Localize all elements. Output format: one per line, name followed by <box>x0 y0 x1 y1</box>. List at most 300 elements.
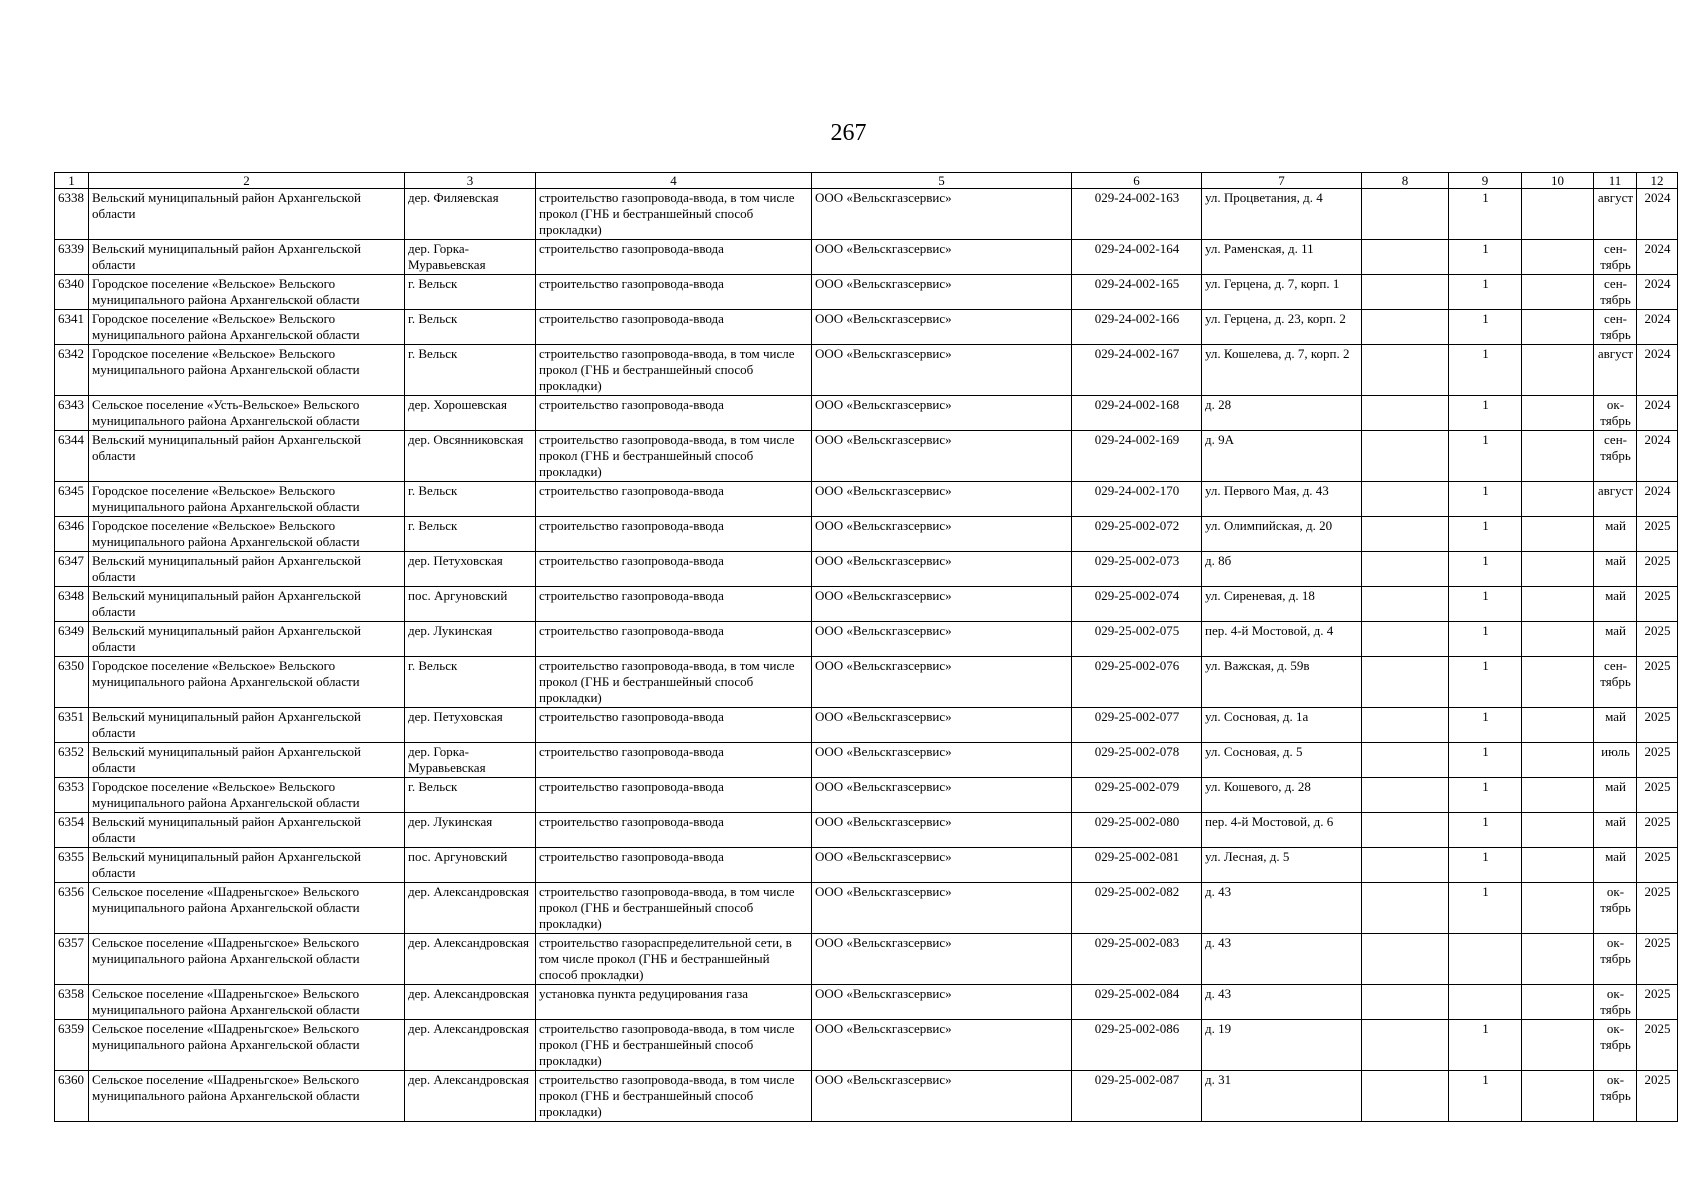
organization-cell: ООО «Вельскгазсервис» <box>812 482 1072 517</box>
organization-cell: ООО «Вельскгазсервис» <box>812 813 1072 848</box>
year-cell: 2024 <box>1637 345 1678 396</box>
row-number-cell: 6340 <box>55 275 89 310</box>
address-cell: д. 28 <box>1202 396 1362 431</box>
locality-cell: пос. Аргуновский <box>405 587 536 622</box>
table-body <box>55 189 1678 1122</box>
quantity-cell: 1 <box>1449 240 1522 275</box>
address-cell: д. 43 <box>1202 985 1362 1020</box>
work-type-cell: строительство газопровода-ввода <box>536 587 812 622</box>
column-10-cell <box>1522 743 1594 778</box>
column-header: 5 <box>812 173 1072 189</box>
year-cell: 2025 <box>1637 743 1678 778</box>
organization-cell: ООО «Вельскгазсервис» <box>812 275 1072 310</box>
municipality-cell: Городское поселение «Вельское» Вельского муниципального района Архангельской области <box>89 778 405 813</box>
column-10-cell <box>1522 622 1594 657</box>
municipality-cell: Вельский муниципальный район Архангельской области <box>89 622 405 657</box>
column-8-cell <box>1362 708 1449 743</box>
locality-cell: дер. Александровская <box>405 1071 536 1122</box>
object-code-cell: 029-24-002-167 <box>1072 345 1202 396</box>
column-10-cell <box>1522 240 1594 275</box>
municipality-cell: Вельский муниципальный район Архангельской области <box>89 240 405 275</box>
object-code-cell: 029-25-002-072 <box>1072 517 1202 552</box>
organization-cell: ООО «Вельскгазсервис» <box>812 189 1072 240</box>
object-code-cell: 029-24-002-169 <box>1072 431 1202 482</box>
work-type-cell: строительство газопровода-ввода, в том числе прокол (ГНБ и бестраншейный способ прокладки) <box>536 883 812 934</box>
column-header: 1 <box>55 173 89 189</box>
table-row <box>55 708 1678 743</box>
address-cell: ул. Лесная, д. 5 <box>1202 848 1362 883</box>
month-cell: сен-тябрь <box>1594 431 1637 482</box>
address-cell: д. 43 <box>1202 934 1362 985</box>
organization-cell: ООО «Вельскгазсервис» <box>812 883 1072 934</box>
month-cell: май <box>1594 848 1637 883</box>
month-cell: сен-тябрь <box>1594 657 1637 708</box>
table-row <box>55 1020 1678 1071</box>
row-number-cell: 6344 <box>55 431 89 482</box>
locality-cell: дер. Петуховская <box>405 708 536 743</box>
quantity-cell: 1 <box>1449 310 1522 345</box>
row-number-cell: 6353 <box>55 778 89 813</box>
work-type-cell: строительство газопровода-ввода <box>536 743 812 778</box>
column-10-cell <box>1522 985 1594 1020</box>
locality-cell: дер. Александровская <box>405 883 536 934</box>
column-header: 9 <box>1449 173 1522 189</box>
locality-cell: дер. Горка-Муравьевская <box>405 743 536 778</box>
quantity-cell: 1 <box>1449 778 1522 813</box>
column-8-cell <box>1362 622 1449 657</box>
column-header: 8 <box>1362 173 1449 189</box>
table-row <box>55 310 1678 345</box>
organization-cell: ООО «Вельскгазсервис» <box>812 708 1072 743</box>
year-cell: 2025 <box>1637 778 1678 813</box>
column-header: 7 <box>1202 173 1362 189</box>
organization-cell: ООО «Вельскгазсервис» <box>812 743 1072 778</box>
row-number-cell: 6360 <box>55 1071 89 1122</box>
column-10-cell <box>1522 813 1594 848</box>
quantity-cell <box>1449 934 1522 985</box>
object-code-cell: 029-25-002-077 <box>1072 708 1202 743</box>
column-8-cell <box>1362 396 1449 431</box>
column-header: 4 <box>536 173 812 189</box>
address-cell: ул. Важская, д. 59в <box>1202 657 1362 708</box>
municipality-cell: Вельский муниципальный район Архангельской области <box>89 552 405 587</box>
row-number-cell: 6351 <box>55 708 89 743</box>
quantity-cell: 1 <box>1449 431 1522 482</box>
organization-cell: ООО «Вельскгазсервис» <box>812 431 1072 482</box>
object-code-cell: 029-25-002-079 <box>1072 778 1202 813</box>
column-8-cell <box>1362 1071 1449 1122</box>
column-8-cell <box>1362 848 1449 883</box>
table-row <box>55 883 1678 934</box>
address-cell: д. 9А <box>1202 431 1362 482</box>
quantity-cell: 1 <box>1449 345 1522 396</box>
locality-cell: г. Вельск <box>405 778 536 813</box>
page-number: 267 <box>830 120 867 146</box>
year-cell: 2024 <box>1637 240 1678 275</box>
address-cell: ул. Первого Мая, д. 43 <box>1202 482 1362 517</box>
municipality-cell: Сельское поселение «Усть-Вельское» Вельского муниципального района Архангельской области <box>89 396 405 431</box>
quantity-cell <box>1449 985 1522 1020</box>
quantity-cell: 1 <box>1449 708 1522 743</box>
object-code-cell: 029-25-002-087 <box>1072 1071 1202 1122</box>
work-type-cell: строительство газопровода-ввода <box>536 275 812 310</box>
object-code-cell: 029-25-002-081 <box>1072 848 1202 883</box>
month-cell: ок-тябрь <box>1594 1020 1637 1071</box>
column-8-cell <box>1362 552 1449 587</box>
month-cell: июль <box>1594 743 1637 778</box>
quantity-cell: 1 <box>1449 396 1522 431</box>
work-type-cell: строительство газопровода-ввода <box>536 778 812 813</box>
column-8-cell <box>1362 310 1449 345</box>
municipality-cell: Вельский муниципальный район Архангельской области <box>89 189 405 240</box>
organization-cell: ООО «Вельскгазсервис» <box>812 587 1072 622</box>
locality-cell: г. Вельск <box>405 345 536 396</box>
quantity-cell: 1 <box>1449 517 1522 552</box>
month-cell: август <box>1594 345 1637 396</box>
table-row <box>55 189 1678 240</box>
object-code-cell: 029-25-002-076 <box>1072 657 1202 708</box>
locality-cell: г. Вельск <box>405 517 536 552</box>
locality-cell: г. Вельск <box>405 482 536 517</box>
year-cell: 2025 <box>1637 985 1678 1020</box>
year-cell: 2025 <box>1637 934 1678 985</box>
table-row <box>55 431 1678 482</box>
municipality-cell: Вельский муниципальный район Архангельской области <box>89 587 405 622</box>
quantity-cell: 1 <box>1449 189 1522 240</box>
locality-cell: дер. Овсянниковская <box>405 431 536 482</box>
object-code-cell: 029-25-002-073 <box>1072 552 1202 587</box>
address-cell: ул. Сосновая, д. 1а <box>1202 708 1362 743</box>
work-type-cell: строительство газопровода-ввода, в том числе прокол (ГНБ и бестраншейный способ прокладки) <box>536 657 812 708</box>
municipality-cell: Городское поселение «Вельское» Вельского муниципального района Архангельской области <box>89 275 405 310</box>
row-number-cell: 6342 <box>55 345 89 396</box>
work-type-cell: строительство газопровода-ввода, в том числе прокол (ГНБ и бестраншейный способ прокладки) <box>536 431 812 482</box>
column-10-cell <box>1522 934 1594 985</box>
table-row <box>55 848 1678 883</box>
table-row <box>55 587 1678 622</box>
work-type-cell: строительство газопровода-ввода, в том числе прокол (ГНБ и бестраншейный способ прокладки) <box>536 1020 812 1071</box>
municipality-cell: Сельское поселение «Шадреньгское» Вельского муниципального района Архангельской области <box>89 934 405 985</box>
quantity-cell: 1 <box>1449 813 1522 848</box>
organization-cell: ООО «Вельскгазсервис» <box>812 985 1072 1020</box>
object-code-cell: 029-25-002-086 <box>1072 1020 1202 1071</box>
column-10-cell <box>1522 189 1594 240</box>
month-cell: ок-тябрь <box>1594 934 1637 985</box>
month-cell: май <box>1594 587 1637 622</box>
column-8-cell <box>1362 985 1449 1020</box>
object-code-cell: 029-25-002-074 <box>1072 587 1202 622</box>
table-row <box>55 813 1678 848</box>
year-cell: 2024 <box>1637 396 1678 431</box>
month-cell: май <box>1594 813 1637 848</box>
quantity-cell: 1 <box>1449 1071 1522 1122</box>
work-type-cell: строительство газопровода-ввода <box>536 848 812 883</box>
column-10-cell <box>1522 848 1594 883</box>
column-8-cell <box>1362 482 1449 517</box>
locality-cell: дер. Александровская <box>405 1020 536 1071</box>
column-10-cell <box>1522 587 1594 622</box>
work-type-cell: строительство газопровода-ввода, в том числе прокол (ГНБ и бестраншейный способ прокладки) <box>536 345 812 396</box>
year-cell: 2025 <box>1637 708 1678 743</box>
year-cell: 2025 <box>1637 848 1678 883</box>
table-row <box>55 778 1678 813</box>
municipality-cell: Сельское поселение «Шадреньгское» Вельского муниципального района Архангельской области <box>89 985 405 1020</box>
locality-cell: дер. Лукинская <box>405 813 536 848</box>
row-number-cell: 6348 <box>55 587 89 622</box>
locality-cell: дер. Филяевская <box>405 189 536 240</box>
work-type-cell: строительство газопровода-ввода, в том числе прокол (ГНБ и бестраншейный способ прокладки) <box>536 1071 812 1122</box>
column-8-cell <box>1362 778 1449 813</box>
work-type-cell: строительство газопровода-ввода <box>536 517 812 552</box>
year-cell: 2025 <box>1637 1071 1678 1122</box>
table-row <box>55 934 1678 985</box>
month-cell: ок-тябрь <box>1594 1071 1637 1122</box>
column-header: 2 <box>89 173 405 189</box>
year-cell: 2025 <box>1637 622 1678 657</box>
locality-cell: дер. Хорошевская <box>405 396 536 431</box>
table-row <box>55 517 1678 552</box>
table-row <box>55 345 1678 396</box>
locality-cell: г. Вельск <box>405 657 536 708</box>
table-row <box>55 743 1678 778</box>
column-10-cell <box>1522 275 1594 310</box>
row-number-cell: 6352 <box>55 743 89 778</box>
municipality-cell: Вельский муниципальный район Архангельской области <box>89 813 405 848</box>
work-type-cell: строительство газопровода-ввода <box>536 482 812 517</box>
row-number-cell: 6356 <box>55 883 89 934</box>
object-code-cell: 029-25-002-075 <box>1072 622 1202 657</box>
row-number-cell: 6345 <box>55 482 89 517</box>
row-number-cell: 6354 <box>55 813 89 848</box>
work-type-cell: строительство газопровода-ввода <box>536 310 812 345</box>
column-10-cell <box>1522 778 1594 813</box>
object-code-cell: 029-24-002-165 <box>1072 275 1202 310</box>
municipality-cell: Вельский муниципальный район Архангельской области <box>89 708 405 743</box>
address-cell: ул. Раменская, д. 11 <box>1202 240 1362 275</box>
column-10-cell <box>1522 431 1594 482</box>
month-cell: сен-тябрь <box>1594 240 1637 275</box>
table-row <box>55 657 1678 708</box>
address-cell: пер. 4-й Мостовой, д. 4 <box>1202 622 1362 657</box>
organization-cell: ООО «Вельскгазсервис» <box>812 552 1072 587</box>
organization-cell: ООО «Вельскгазсервис» <box>812 240 1072 275</box>
table-row <box>55 275 1678 310</box>
organization-cell: ООО «Вельскгазсервис» <box>812 1020 1072 1071</box>
month-cell: сен-тябрь <box>1594 275 1637 310</box>
municipality-cell: Вельский муниципальный район Архангельской области <box>89 743 405 778</box>
column-10-cell <box>1522 708 1594 743</box>
table-row <box>55 985 1678 1020</box>
column-header: 3 <box>405 173 536 189</box>
column-10-cell <box>1522 345 1594 396</box>
month-cell: май <box>1594 778 1637 813</box>
locality-cell: дер. Петуховская <box>405 552 536 587</box>
address-cell: ул. Кошелева, д. 7, корп. 2 <box>1202 345 1362 396</box>
municipality-cell: Вельский муниципальный район Архангельской области <box>89 848 405 883</box>
quantity-cell: 1 <box>1449 657 1522 708</box>
quantity-cell: 1 <box>1449 587 1522 622</box>
locality-cell: дер. Лукинская <box>405 622 536 657</box>
table-row <box>55 240 1678 275</box>
quantity-cell: 1 <box>1449 1020 1522 1071</box>
column-header: 12 <box>1637 173 1678 189</box>
locality-cell: пос. Аргуновский <box>405 848 536 883</box>
organization-cell: ООО «Вельскгазсервис» <box>812 934 1072 985</box>
month-cell: май <box>1594 622 1637 657</box>
column-8-cell <box>1362 517 1449 552</box>
organization-cell: ООО «Вельскгазсервис» <box>812 657 1072 708</box>
month-cell: сен-тябрь <box>1594 310 1637 345</box>
work-type-cell: строительство газопровода-ввода <box>536 396 812 431</box>
column-header: 6 <box>1072 173 1202 189</box>
year-cell: 2024 <box>1637 431 1678 482</box>
object-code-cell: 029-25-002-082 <box>1072 883 1202 934</box>
column-8-cell <box>1362 275 1449 310</box>
quantity-cell: 1 <box>1449 482 1522 517</box>
column-10-cell <box>1522 517 1594 552</box>
municipality-cell: Сельское поселение «Шадреньгское» Вельского муниципального района Архангельской области <box>89 883 405 934</box>
locality-cell: дер. Александровская <box>405 934 536 985</box>
row-number-cell: 6341 <box>55 310 89 345</box>
column-10-cell <box>1522 883 1594 934</box>
quantity-cell: 1 <box>1449 275 1522 310</box>
municipality-cell: Городское поселение «Вельское» Вельского муниципального района Архангельской области <box>89 482 405 517</box>
locality-cell: г. Вельск <box>405 275 536 310</box>
month-cell: ок-тябрь <box>1594 985 1637 1020</box>
address-cell: ул. Олимпийская, д. 20 <box>1202 517 1362 552</box>
object-code-cell: 029-25-002-080 <box>1072 813 1202 848</box>
header-row <box>55 173 1678 189</box>
row-number-cell: 6339 <box>55 240 89 275</box>
quantity-cell: 1 <box>1449 552 1522 587</box>
work-type-cell: строительство газопровода-ввода <box>536 552 812 587</box>
work-type-cell: строительство газопровода-ввода <box>536 708 812 743</box>
table-row <box>55 396 1678 431</box>
address-cell: д. 19 <box>1202 1020 1362 1071</box>
row-number-cell: 6349 <box>55 622 89 657</box>
row-number-cell: 6359 <box>55 1020 89 1071</box>
table-row <box>55 622 1678 657</box>
table-row <box>55 482 1678 517</box>
row-number-cell: 6350 <box>55 657 89 708</box>
year-cell: 2024 <box>1637 482 1678 517</box>
address-cell: ул. Кошевого, д. 28 <box>1202 778 1362 813</box>
row-number-cell: 6346 <box>55 517 89 552</box>
month-cell: август <box>1594 189 1637 240</box>
table-row <box>55 552 1678 587</box>
work-type-cell: строительство газораспределительной сети, в том числе прокол (ГНБ и бестраншейный способ прокладки) <box>536 934 812 985</box>
column-10-cell <box>1522 310 1594 345</box>
work-type-cell: строительство газопровода-ввода <box>536 622 812 657</box>
column-10-cell <box>1522 657 1594 708</box>
row-number-cell: 6347 <box>55 552 89 587</box>
column-10-cell <box>1522 1020 1594 1071</box>
row-number-cell: 6355 <box>55 848 89 883</box>
column-8-cell <box>1362 657 1449 708</box>
month-cell: май <box>1594 708 1637 743</box>
month-cell: май <box>1594 517 1637 552</box>
locality-cell: г. Вельск <box>405 310 536 345</box>
column-8-cell <box>1362 1020 1449 1071</box>
month-cell: ок-тябрь <box>1594 883 1637 934</box>
address-cell: ул. Сиреневая, д. 18 <box>1202 587 1362 622</box>
organization-cell: ООО «Вельскгазсервис» <box>812 396 1072 431</box>
column-8-cell <box>1362 587 1449 622</box>
address-cell: д. 43 <box>1202 883 1362 934</box>
row-number-cell: 6343 <box>55 396 89 431</box>
object-code-cell: 029-25-002-078 <box>1072 743 1202 778</box>
year-cell: 2025 <box>1637 1020 1678 1071</box>
row-number-cell: 6357 <box>55 934 89 985</box>
column-8-cell <box>1362 813 1449 848</box>
column-8-cell <box>1362 240 1449 275</box>
address-cell: ул. Герцена, д. 23, корп. 2 <box>1202 310 1362 345</box>
municipality-cell: Городское поселение «Вельское» Вельского муниципального района Архангельской области <box>89 657 405 708</box>
quantity-cell: 1 <box>1449 622 1522 657</box>
year-cell: 2025 <box>1637 587 1678 622</box>
address-cell: ул. Процветания, д. 4 <box>1202 189 1362 240</box>
work-type-cell: строительство газопровода-ввода <box>536 813 812 848</box>
municipality-cell: Городское поселение «Вельское» Вельского муниципального района Архангельской области <box>89 517 405 552</box>
month-cell: ок-тябрь <box>1594 396 1637 431</box>
column-8-cell <box>1362 883 1449 934</box>
locality-cell: дер. Александровская <box>405 985 536 1020</box>
column-8-cell <box>1362 189 1449 240</box>
column-10-cell <box>1522 396 1594 431</box>
year-cell: 2025 <box>1637 883 1678 934</box>
municipality-cell: Сельское поселение «Шадреньгское» Вельского муниципального района Архангельской области <box>89 1071 405 1122</box>
month-cell: май <box>1594 552 1637 587</box>
quantity-cell: 1 <box>1449 883 1522 934</box>
column-header: 10 <box>1522 173 1594 189</box>
work-type-cell: строительство газопровода-ввода, в том числе прокол (ГНБ и бестраншейный способ прокладки) <box>536 189 812 240</box>
column-8-cell <box>1362 345 1449 396</box>
object-code-cell: 029-24-002-166 <box>1072 310 1202 345</box>
row-number-cell: 6338 <box>55 189 89 240</box>
quantity-cell: 1 <box>1449 743 1522 778</box>
object-code-cell: 029-24-002-170 <box>1072 482 1202 517</box>
locality-cell: дер. Горка-Муравьевская <box>405 240 536 275</box>
year-cell: 2024 <box>1637 310 1678 345</box>
object-code-cell: 029-24-002-163 <box>1072 189 1202 240</box>
column-8-cell <box>1362 934 1449 985</box>
address-cell: пер. 4-й Мостовой, д. 6 <box>1202 813 1362 848</box>
month-cell: август <box>1594 482 1637 517</box>
address-cell: ул. Сосновая, д. 5 <box>1202 743 1362 778</box>
work-type-cell: установка пункта редуцирования газа <box>536 985 812 1020</box>
year-cell: 2024 <box>1637 275 1678 310</box>
organization-cell: ООО «Вельскгазсервис» <box>812 345 1072 396</box>
work-type-cell: строительство газопровода-ввода <box>536 240 812 275</box>
object-code-cell: 029-25-002-083 <box>1072 934 1202 985</box>
table-row <box>55 1071 1678 1122</box>
column-10-cell <box>1522 552 1594 587</box>
organization-cell: ООО «Вельскгазсервис» <box>812 517 1072 552</box>
registry-table <box>54 172 1678 1122</box>
column-8-cell <box>1362 431 1449 482</box>
address-cell: ул. Герцена, д. 7, корп. 1 <box>1202 275 1362 310</box>
municipality-cell: Городское поселение «Вельское» Вельского муниципального района Архангельской области <box>89 310 405 345</box>
column-header: 11 <box>1594 173 1637 189</box>
organization-cell: ООО «Вельскгазсервис» <box>812 622 1072 657</box>
year-cell: 2025 <box>1637 657 1678 708</box>
year-cell: 2025 <box>1637 517 1678 552</box>
organization-cell: ООО «Вельскгазсервис» <box>812 1071 1072 1122</box>
organization-cell: ООО «Вельскгазсервис» <box>812 778 1072 813</box>
column-10-cell <box>1522 1071 1594 1122</box>
municipality-cell: Городское поселение «Вельское» Вельского муниципального района Архангельской области <box>89 345 405 396</box>
municipality-cell: Вельский муниципальный район Архангельской области <box>89 431 405 482</box>
